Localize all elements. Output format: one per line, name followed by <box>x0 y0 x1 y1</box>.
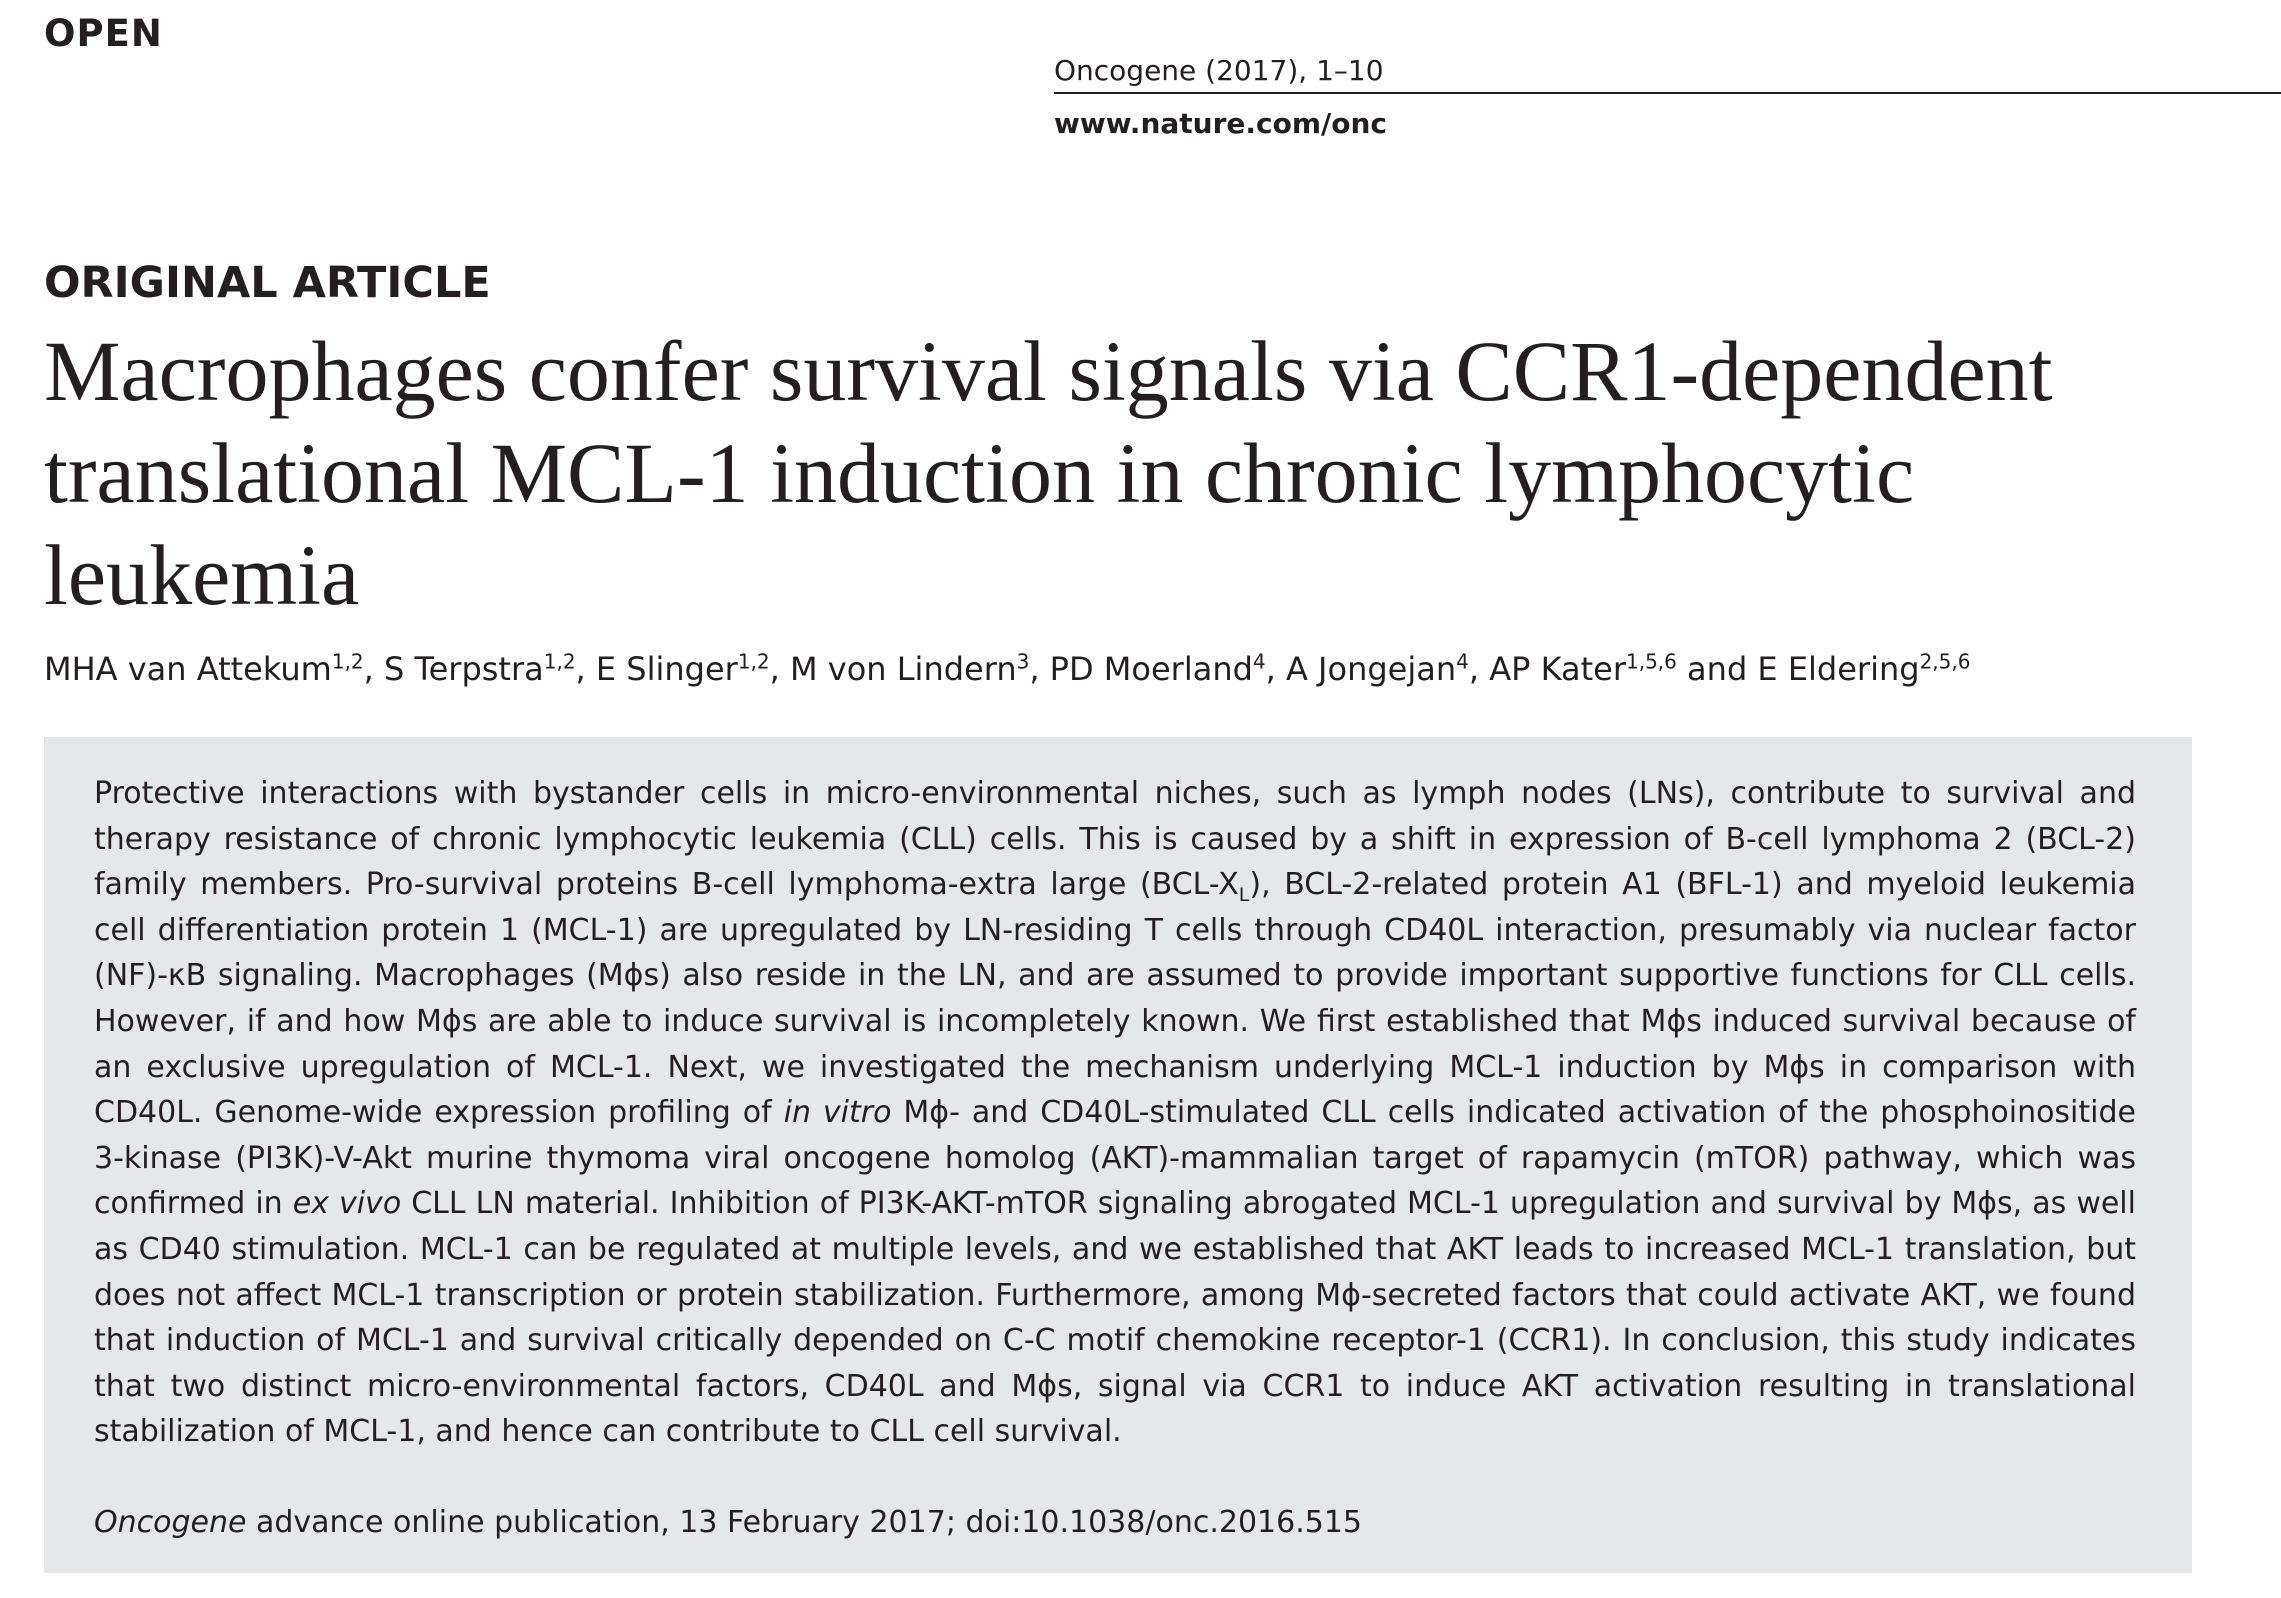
author-name[interactable]: PD Moerland <box>1049 650 1253 688</box>
author-list <box>44 644 2244 694</box>
author-name[interactable]: M von Lindern <box>789 650 1017 688</box>
author-affiliation[interactable]: 4 <box>1252 649 1266 674</box>
abstract-panel <box>44 737 2192 1573</box>
author-separator: , <box>769 650 790 688</box>
header-divider <box>1054 92 2281 94</box>
abstract-segment: CLL LN material. Inhibition of PI3K-AKT-mTOR signaling abrogated MCL-1 upregulation and survival by Mϕs, as well as CD40 stimulation. MCL-1 can be regulated at multiple levels, and we established that AKT leads to increased MCL-1 translation, but does not affect MCL-1 transcription or protein stabilization. Furthermore, among Mϕ-secreted factors that could activate AKT, we found that induction of MCL-1 and survival critically depended on C-C motif chemokine receptor-1 (CCR1). In conclusion, this study indicates that two distinct micro-environmental factors, CD40L and Mϕs, signal via CCR1 to induce AKT activation resulting in translational stabilization of MCL-1, and hence can contribute to CLL cell survival. <box>94 1186 2136 1450</box>
author-affiliation[interactable]: 3 <box>1016 649 1030 674</box>
journal-name: Oncogene <box>94 1505 247 1540</box>
abstract-text <box>94 771 2136 1455</box>
author-name[interactable]: A Jongejan <box>1285 650 1457 688</box>
abstract-segment: Protective interactions with bystander cells in micro-environmental niches, such as lymph nodes (LNs), contribute to survival and therapy resistance of chronic lymphocytic leukemia (CLL) cells. This is caused by a shift in expression of B-cell lymphoma 2 (BCL-2) family members. Pro-survival proteins B-cell lymphoma-extra large (BCL-X <box>94 776 2136 903</box>
journal-url-link[interactable]: www.nature.com/onc <box>1054 107 1388 140</box>
open-access-label: OPEN <box>44 12 163 55</box>
abstract-segment: ), BCL-2-related protein A1 (BFL-1) and myeloid leukemia cell differentiation protein 1 (MCL-1) are upregulated by LN-residing T cells through CD40L interaction, presumably via nuclear factor (NF)-κB signaling. Macrophages (Mϕs) also reside in the LN, and are assumed to provide important supportive functions for CLL cells. However, if and how Mϕs are able to induce survival is incompletely known. We first established that Mϕs induced survival because of an exclusive upregulation of MCL-1. Next, we investigated the mechanism underlying MCL-1 induction by Mϕs in comparison with CD40L. Genome-wide expression profiling of <box>94 867 2137 1131</box>
abstract-italic-term: in vitro <box>783 1095 892 1131</box>
author-affiliation[interactable]: 2,5,6 <box>1919 649 1971 674</box>
article-type-label: ORIGINAL ARTICLE <box>44 258 491 308</box>
author-separator: and <box>1676 650 1758 688</box>
author-separator: , <box>1029 650 1050 688</box>
author-separator: , <box>1468 650 1490 688</box>
author-affiliation[interactable]: 1,2 <box>331 649 364 674</box>
author-affiliation[interactable]: 4 <box>1456 649 1469 674</box>
article-title: Macrophages confer survival signals via CCR1-dependent translational MCL-1 induction in chronic lymphocytic leukemia <box>44 323 2053 623</box>
abstract-italic-term: ex vivo <box>292 1186 402 1222</box>
journal-citation: Oncogene (2017), 1–10 <box>1054 54 1384 87</box>
publication-details[interactable]: advance online publication, 13 February 2017; doi:10.1038/onc.2016.515 <box>246 1505 1363 1540</box>
author-name[interactable]: MHA van Attekum <box>44 650 332 688</box>
author-separator: , <box>1265 650 1286 688</box>
author-affiliation[interactable]: 1,2 <box>543 649 576 674</box>
publication-info <box>94 1503 1362 1543</box>
author-affiliation[interactable]: 1,5,6 <box>1625 649 1677 674</box>
author-separator: , <box>575 650 596 688</box>
author-separator: , <box>363 650 384 688</box>
author-name[interactable]: S Terpstra <box>384 650 544 688</box>
journal-header <box>1054 52 2281 142</box>
abstract-segment: Mϕ- and CD40L-stimulated CLL cells indicated activation of the phosphoinositide 3-kinase (PI3K)-V-Akt murine thymoma viral oncogene homolog (AKT)-mammalian target of rapamycin (mTOR) pathway, which was confirmed in <box>94 1095 2136 1222</box>
author-affiliation[interactable]: 1,2 <box>737 649 770 674</box>
author-name[interactable]: E Eldering <box>1757 650 1920 688</box>
author-name[interactable]: AP Kater <box>1489 650 1626 688</box>
abstract-subscript: L <box>1238 884 1250 907</box>
author-name[interactable]: E Slinger <box>595 650 738 688</box>
